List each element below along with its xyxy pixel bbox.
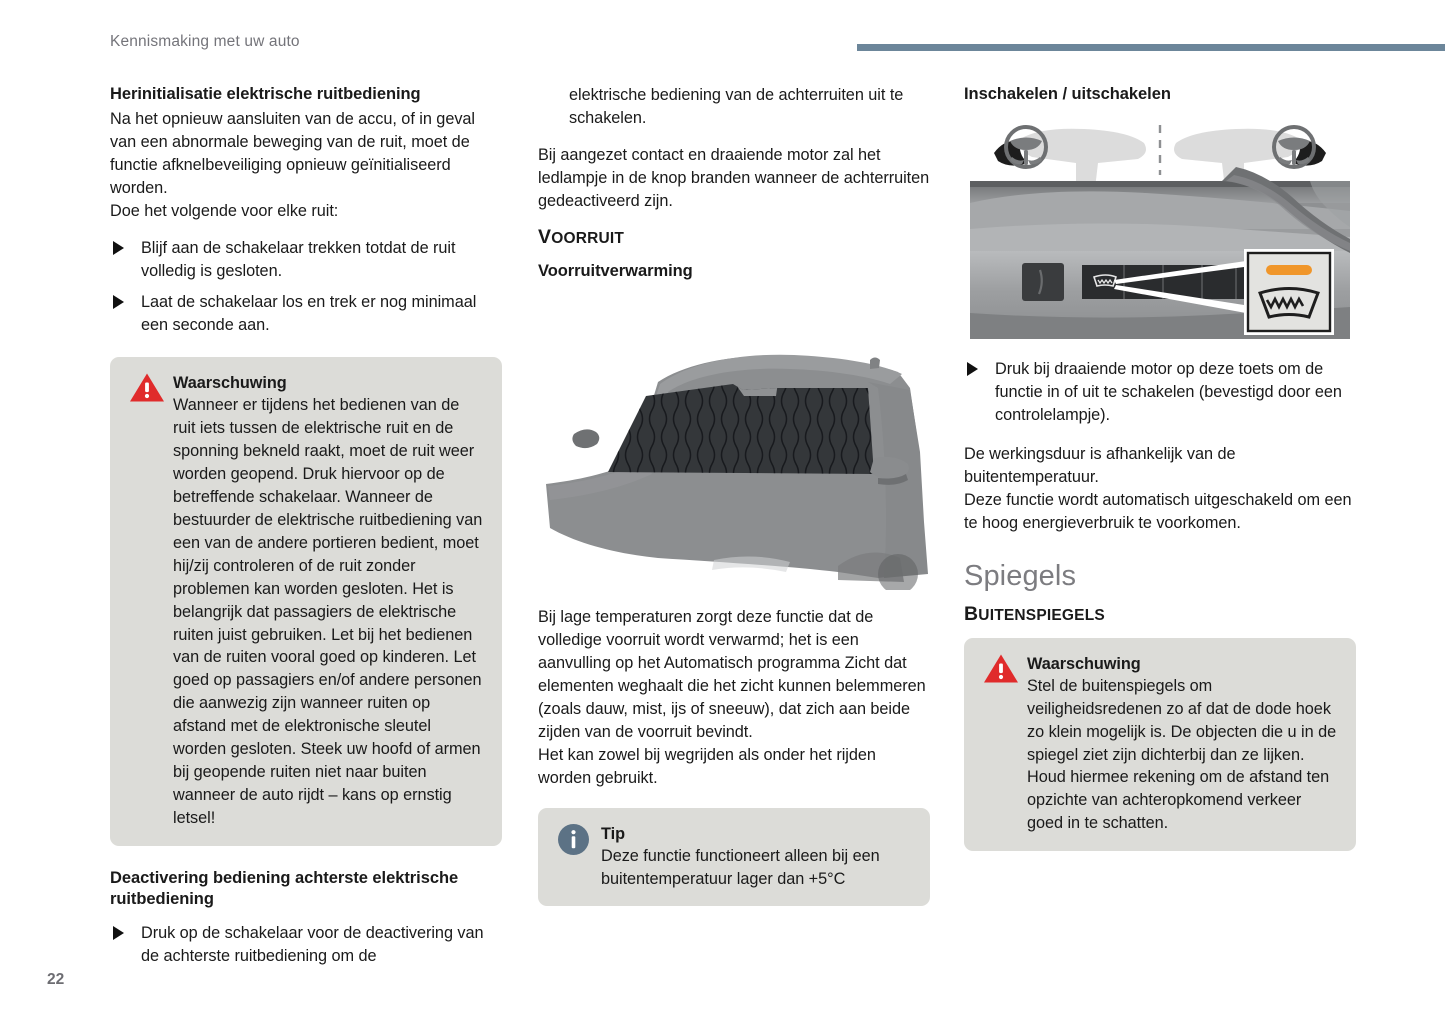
warning-callout-buitenspiegels <box>964 638 1356 852</box>
column-middle <box>538 84 930 906</box>
subsection-heading-initial: B <box>964 602 979 625</box>
bullet-list-inschakelen <box>964 358 1356 427</box>
tip-callout-text: Deze functie functioneert alleen bij een buitentemperatuur lager dan +5°C <box>601 846 880 888</box>
dashboard-photo <box>970 167 1350 339</box>
warning-callout-title: Waarschuwing <box>173 373 287 392</box>
list-item <box>964 358 1356 427</box>
defrost-button-callout <box>1244 249 1334 335</box>
section-heading-initial: V <box>538 225 552 248</box>
column-left <box>110 84 502 968</box>
list-item <box>110 237 502 283</box>
triangle-bullet-icon <box>967 362 978 376</box>
paragraph-automatisch-uitgeschakeld: Deze functie wordt automatisch uitgeschakeld om een te hoog energieverbruik te voorkomen. <box>964 490 1352 532</box>
warning-callout-body <box>173 372 483 830</box>
warning-callout-text: Wanneer er tijdens het bedienen van de ruit iets tussen de elektrische ruit en de sponning bekneld raakt, moet de ruit weer worden geopend. Druk hiervoor op de betreffende schakelaar. Wanneer de bestuurder de elektrische ruitbediening van een van de andere portieren bedient, moet hij/zij controleren of de ruit zonder problemen kan worden gesloten. Het is belangrijk dat passagiers de elektrische ruiten juist gebruiken. Let bij het bedienen van de ruiten vooral goed op kinderen. Let goed op passagiers en/of andere personen die aanwezig zijn wanneer ruiten op afstand met de elektronische sleutel worden gesloten. Steek uw hoofd of armen bij geopende ruiten niet naar buiten wanneer de auto rijdt – kans op ernstig letsel! <box>173 395 483 828</box>
warning-callout-text: Stel de buitenspiegels om veiligheidsredenen zo af dat de dode hoek zo klein mogelijk is. De objecten die u in de spiegel ziet zijn dichterbij dan ze lijken. Houd hiermee rekening om de afstand ten opzichte van achteropkomend verkeer goed in te schatten. <box>1027 676 1337 833</box>
heading-herinitialisatie: Herinitialisatie elektrische ruitbediening <box>110 85 421 103</box>
warning-triangle-icon <box>983 653 1021 687</box>
list-item-label: Druk bij draaiende motor op deze toets om de functie in of uit te schakelen (bevestigd door een controlelampje). <box>995 360 1342 425</box>
page-number: 22 <box>47 971 65 988</box>
triangle-bullet-icon <box>113 241 124 255</box>
paragraph-werkingsduur: De werkingsduur is afhankelijk van de buitentemperatuur. <box>964 445 1236 486</box>
warning-callout-title: Waarschuwing <box>1027 654 1141 673</box>
subsection-heading-buitenspiegels <box>964 604 1356 626</box>
warning-callout-ruitbediening <box>110 357 502 846</box>
bullet-list-deactivering <box>110 922 502 968</box>
running-header <box>110 33 1400 57</box>
header-title: Kennismaking met uw auto <box>110 33 300 50</box>
bullet-list-herinitialisatie <box>110 237 502 337</box>
warning-triangle-icon <box>129 372 167 406</box>
paragraph-het-kan-zowel: Het kan zowel bij wegrijden als onder het rijden worden gebruikt. <box>538 745 876 787</box>
section-heading-rest: OORRUIT <box>551 229 625 247</box>
tip-callout-voorruitverwarming <box>538 808 930 907</box>
triangle-bullet-icon <box>113 295 124 309</box>
paragraph-bij-lage-temperaturen: Bij lage temperaturen zorgt deze functie dat de volledige voorruit wordt verwarmd; het is een aanvulling op het Automatisch programma Zicht dat elementen weghaalt die het zicht kunnen belemmeren (zoals dauw, mist, ijs of sneeuw), dat zich aan beide zijden van de voorruit bevindt. <box>538 607 926 741</box>
heading-voorruitverwarming: Voorruitverwarming <box>538 261 693 280</box>
list-item-label: Druk op de schakelaar voor de deactivering van de achterste ruitbediening om de <box>141 924 484 966</box>
tip-callout-title: Tip <box>601 824 625 843</box>
info-circle-icon <box>557 823 595 857</box>
paragraph-continuation: elektrische bediening van de achterruiten uit te schakelen. <box>569 86 904 127</box>
heading-deactivering: Deactivering bediening achterste elektrische ruitbediening <box>110 869 459 909</box>
heated-windshield-illustration <box>538 322 930 590</box>
list-item-label: Laat de schakelaar los en trek er nog minimaal een seconde aan. <box>141 292 477 334</box>
tip-callout-body <box>601 823 911 891</box>
paragraph-doe-het-volgende: Doe het volgende voor elke ruit: <box>110 201 339 220</box>
list-item <box>110 291 502 337</box>
led-indicator <box>1266 265 1312 275</box>
heading-inschakelen-uitschakelen: Inschakelen / uitschakelen <box>964 85 1171 103</box>
section-heading-spiegels: Spiegels <box>964 559 1077 592</box>
section-heading-voorruit <box>538 227 930 249</box>
warning-callout-body <box>1027 653 1337 836</box>
triangle-bullet-icon <box>113 926 124 940</box>
list-item-label: Blijf aan de schakelaar trekken totdat de ruit volledig is gesloten. <box>141 238 456 280</box>
column-right <box>964 84 1356 851</box>
list-item <box>110 922 502 968</box>
subsection-heading-rest: UITENSPIEGELS <box>978 606 1105 624</box>
paragraph-bij-aangezet-contact: Bij aangezet contact en draaiende motor zal het ledlampje in de knop branden wanneer de achterruiten gedeactiveerd zijn. <box>538 145 930 210</box>
paragraph-na-het-opnieuw: Na het opnieuw aansluiten van de accu, of in geval van een abnormale beweging van de ruit, moet de functie afknelbeveiliging opnieuw geïnitialiseerd worden. <box>110 110 475 198</box>
header-rule <box>857 44 1445 51</box>
dashboard-defrost-switch-illustration <box>964 117 1356 342</box>
